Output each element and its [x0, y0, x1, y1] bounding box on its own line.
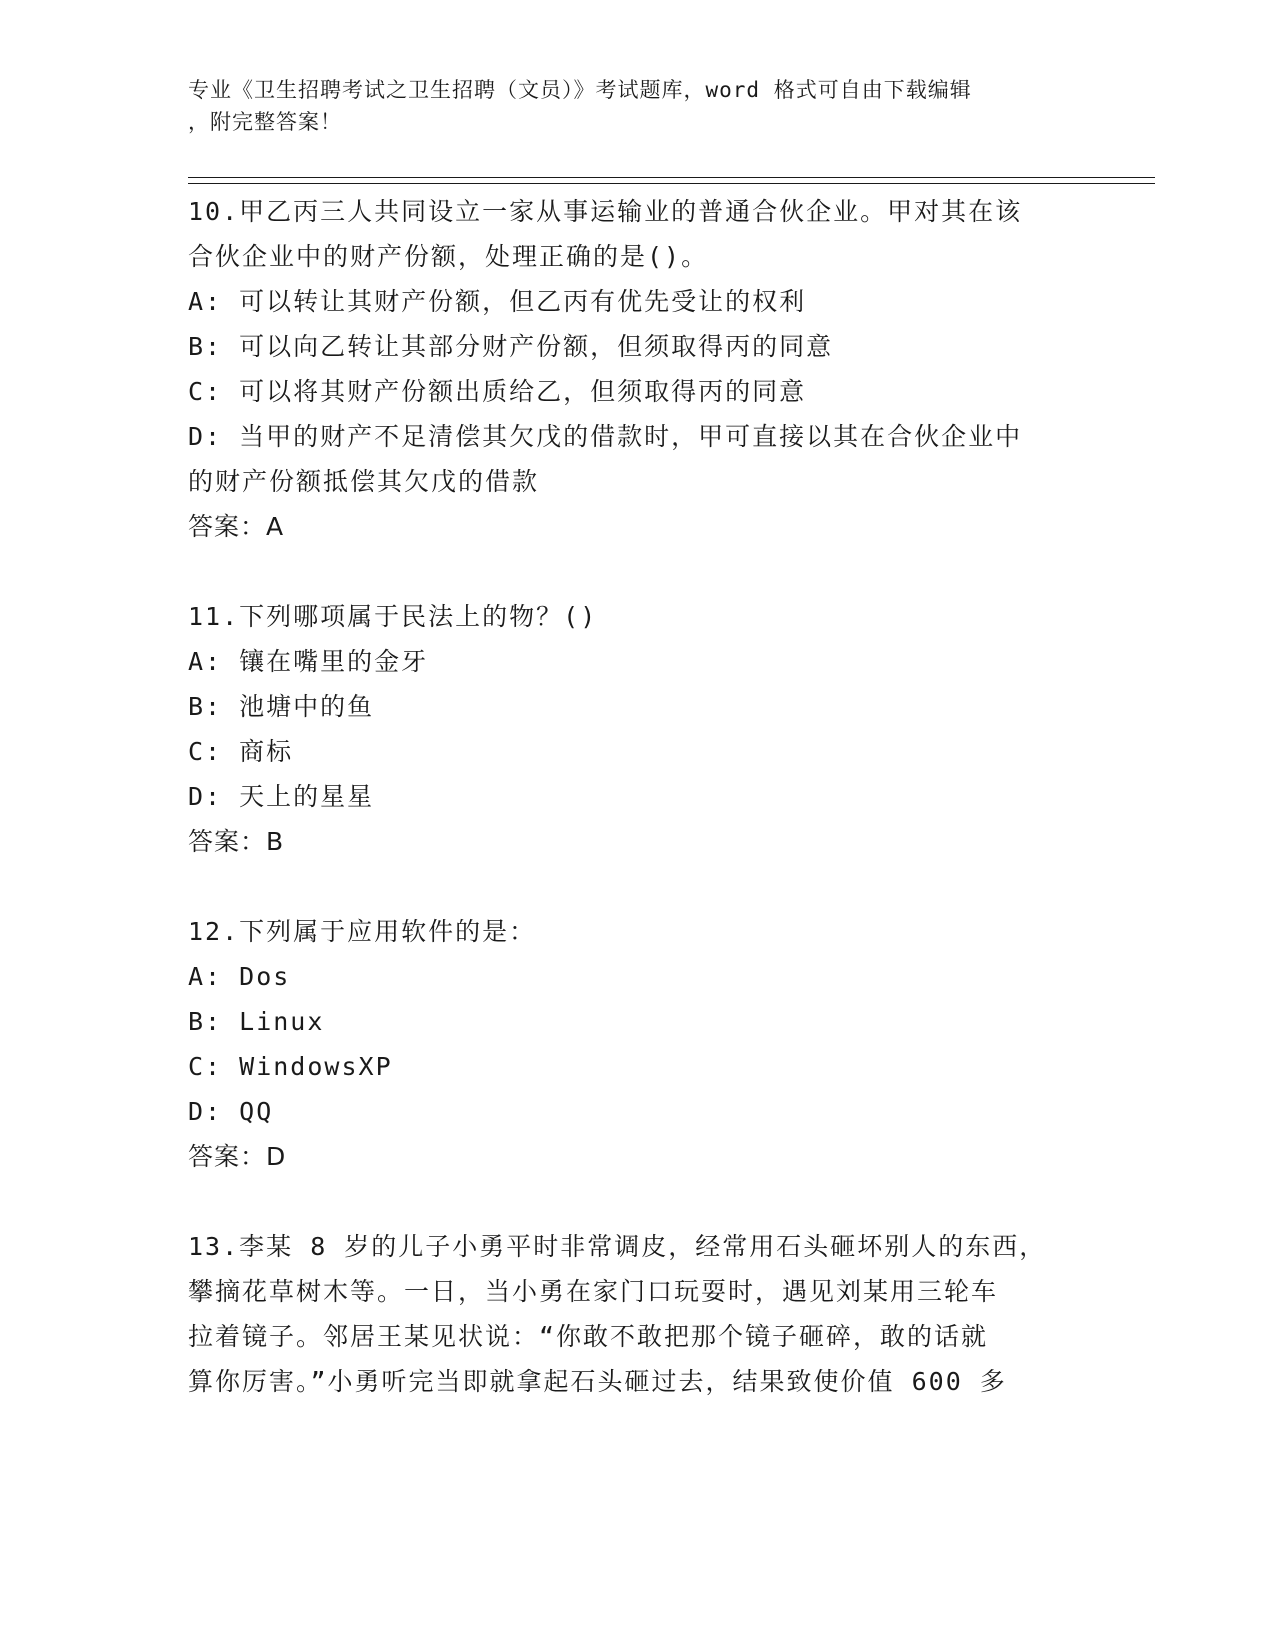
- question-stem-line: 12.下列属于应用软件的是：: [188, 917, 537, 946]
- answer-text: 答案：B: [188, 827, 285, 856]
- question-stem-line: 拉着镜子。邻居王某见状说：“你敢不敢把那个镜子砸碎，敢的话就: [188, 1322, 989, 1351]
- spacer: [188, 1179, 1088, 1224]
- question-stem-line: 算你厉害。”小勇听完当即就拿起石头砸过去，结果致使价值 600 多: [188, 1367, 1007, 1396]
- option-a: A: Dos: [188, 962, 291, 991]
- question-list: [188, 189, 1088, 1404]
- option-c: C: WindowsXP: [188, 1052, 393, 1081]
- question-12: [188, 909, 1088, 1179]
- option-b: B: 池塘中的鱼: [188, 692, 375, 721]
- option-b: B: Linux: [188, 1007, 325, 1036]
- question-stem-line: 13.李某 8 岁的儿子小勇平时非常调皮，经常用石头砸坏别人的东西，: [188, 1232, 1047, 1261]
- header-rule-top: [188, 177, 1155, 178]
- option-b: B: 可以向乙转让其部分财产份额，但须取得丙的同意: [188, 332, 834, 361]
- option-d-continued: 的财产份额抵偿其欠戊的借款: [188, 467, 540, 496]
- option-a: A: 镶在嘴里的金牙: [188, 647, 429, 676]
- question-stem-line: 合伙企业中的财产份额，处理正确的是()。: [188, 242, 709, 271]
- header-rule-bottom: [188, 183, 1155, 184]
- header-line-2: ，附完整答案！: [188, 110, 342, 134]
- answer-text: 答案：A: [188, 512, 285, 541]
- page-header: [188, 74, 1068, 138]
- question-11: [188, 594, 1088, 864]
- option-d: D: QQ: [188, 1097, 274, 1126]
- question-stem-line: 攀摘花草树木等。一日，当小勇在家门口玩耍时，遇见刘某用三轮车: [188, 1277, 999, 1306]
- option-d: D: 天上的星星: [188, 782, 375, 811]
- spacer: [188, 549, 1088, 594]
- answer-text: 答案：D: [188, 1142, 287, 1171]
- question-13: [188, 1224, 1088, 1404]
- option-c: C: 可以将其财产份额出质给乙，但须取得丙的同意: [188, 377, 807, 406]
- question-stem-line: 10.甲乙丙三人共同设立一家从事运输业的普通合伙企业。甲对其在该: [188, 197, 1023, 226]
- header-line-1: 专业《卫生招聘考试之卫生招聘（文员）》考试题库，word 格式可自由下载编辑: [188, 78, 972, 102]
- question-stem-line: 11.下列哪项属于民法上的物？(): [188, 602, 598, 631]
- spacer: [188, 864, 1088, 909]
- option-d: D: 当甲的财产不足清偿其欠戊的借款时，甲可直接以其在合伙企业中: [188, 422, 1023, 451]
- option-a: A: 可以转让其财产份额，但乙丙有优先受让的权利: [188, 287, 807, 316]
- question-10: [188, 189, 1088, 549]
- option-c: C: 商标: [188, 737, 294, 766]
